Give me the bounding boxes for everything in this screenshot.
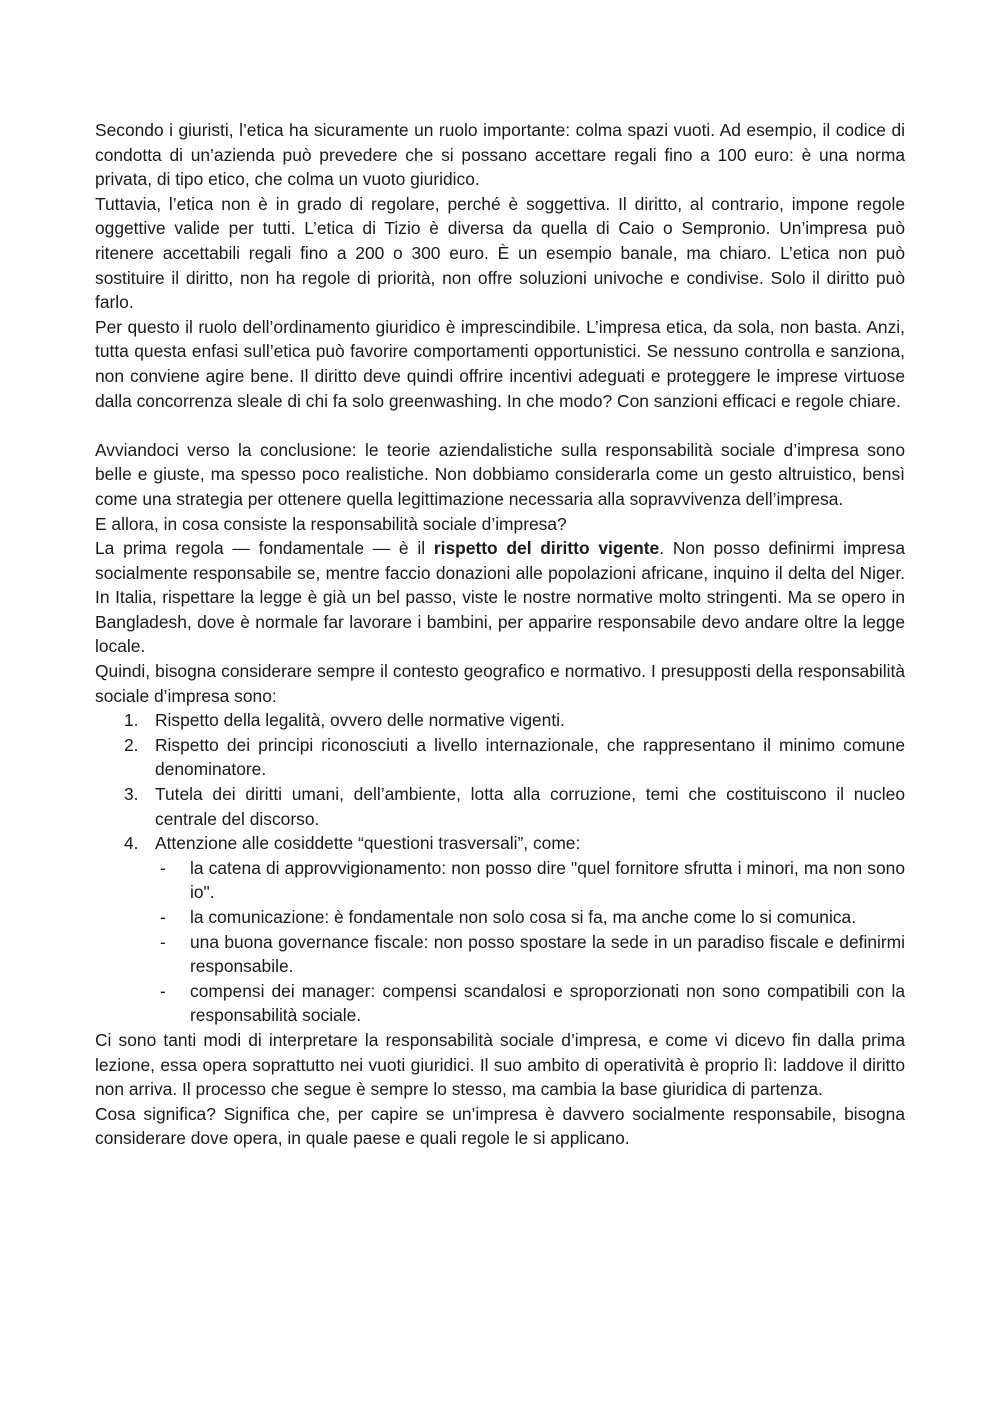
- paragraph: Quindi, bisogna considerare sempre il contesto geografico e normativo. I presupposti della responsabilità sociale d’impresa sono:: [95, 661, 905, 706]
- bold-emphasis: rispetto del diritto vigente: [433, 538, 660, 559]
- list-item-text: Attenzione alle cosiddette “questioni trasversali”, come:: [155, 833, 581, 854]
- list-item: [95, 782, 905, 831]
- paragraph: Ci sono tanti modi di interpretare la responsabilità sociale d’impresa, e come vi dicevo fin dalla prima lezione, essa opera soprattutto nei vuoti giuridici. Il suo ambito di operatività è proprio lì: laddove il diritto non arriva. Il processo che segue è sempre lo stesso, ma cambia la base giuridica di partenza.: [95, 1029, 905, 1100]
- list-item-text: Rispetto dei principi riconosciuti a livello internazionale, che rappresentano il minimo comune denominatore.: [155, 734, 905, 780]
- list-item-text: Rispetto della legalità, ovvero delle normative vigenti.: [155, 710, 565, 731]
- list-item: [95, 708, 905, 733]
- paragraph: E allora, in cosa consiste la responsabilità sociale d’impresa?: [95, 513, 567, 534]
- numbered-list: [95, 708, 905, 1028]
- paragraph-spacer: [95, 413, 905, 438]
- paragraph-text: La prima regola — fondamentale — è il: [95, 538, 434, 559]
- paragraph: [95, 536, 905, 659]
- dash-list-item-text: la comunicazione: è fondamentale non solo cosa si fa, ma anche come lo si comunica.: [190, 907, 857, 927]
- list-item-text: Tutela dei diritti umani, dell’ambiente, lotta alla corruzione, temi che costituiscono il nucleo centrale del discorso.: [155, 784, 905, 829]
- list-number: 1.: [124, 710, 139, 731]
- paragraph: Tuttavia, l’etica non è in grado di regolare, perché è soggettiva. Il diritto, al contrario, impone regole oggettive valide per tutti. L’etica di Tizio è diversa da quella di Caio o Sempronio. Un’impresa può ritenere accettabili regali fino a 200 o 300 euro. È un esempio banale, ma chiaro. L’etica non può sostituire il diritto, non ha regole di priorità, non offre soluzioni univoche e condivise. Solo il diritto può farlo.: [95, 193, 905, 313]
- dash-list-item: [155, 930, 905, 979]
- dash-list-item-text: compensi dei manager: compensi scandalosi e sproporzionati non sono compatibili con la responsabilità sociale.: [190, 980, 905, 1026]
- paragraph: Per questo il ruolo dell’ordinamento giuridico è imprescindibile. L’impresa etica, da sola, non basta. Anzi, tutta questa enfasi sull’etica può favorire comportamenti opportunistici. Se nessuno controlla e sanziona, non conviene agire bene. Il diritto deve quindi offrire incentivi adeguati e proteggere le imprese virtuose dalla concorrenza sleale di chi fa solo greenwashing. In che modo? Con sanzioni efficaci e regole chiare.: [95, 316, 905, 411]
- list-number: 2.: [124, 734, 139, 755]
- dash-list-item: [155, 905, 905, 930]
- dash-list: [155, 856, 905, 1028]
- list-number: 4.: [124, 833, 139, 854]
- dash-list-item: [155, 856, 905, 905]
- list-item: [95, 733, 905, 782]
- dash-bullet: -: [160, 907, 166, 927]
- dash-list-item-text: una buona governance fiscale: non posso spostare la sede in un paradiso fiscale e definirmi responsabile.: [190, 931, 905, 977]
- paragraph: Avviandoci verso la conclusione: le teorie aziendalistiche sulla responsabilità sociale d’impresa sono belle e giuste, ma spesso poco realistiche. Non dobbiamo considerarla come un gesto altruistico, bensì come una strategia per ottenere quella legittimazione necessaria alla sopravvivenza dell’impresa.: [95, 439, 905, 509]
- paragraph: Secondo i giuristi, l’etica ha sicuramente un ruolo importante: colma spazi vuoti. Ad esempio, il codice di condotta di un’azienda può prevedere che si possano accettare regali fino a 100 euro: è una norma privata, di tipo etico, che colma un vuoto giuridico.: [95, 120, 905, 190]
- dash-list-item: [155, 979, 905, 1028]
- paragraph-text: . Non posso definirmi impresa socialmente responsabile se, mentre faccio donazioni alle popolazioni africane, inquino il delta del Niger. In Italia, rispettare la legge è già un bel passo, viste le nostre normative molto stringenti. Ma se opero in Bangladesh, dove è normale far lavorare i bambini, per apparire responsabile devo andare oltre la legge locale.: [95, 538, 905, 657]
- dash-bullet: -: [160, 857, 166, 878]
- list-number: 3.: [124, 784, 139, 805]
- dash-bullet: -: [160, 931, 166, 952]
- document-page: [95, 118, 905, 1151]
- dash-list-item-text: la catena di approvvigionamento: non posso dire "quel fornitore sfrutta i minori, ma non sono io".: [190, 857, 905, 903]
- paragraph: Cosa significa? Significa che, per capire se un’impresa è davvero socialmente responsabile, bisogna considerare dove opera, in quale paese e quali regole le si applicano.: [95, 1103, 905, 1149]
- dash-bullet: -: [160, 980, 166, 1001]
- list-item: [95, 831, 905, 1028]
